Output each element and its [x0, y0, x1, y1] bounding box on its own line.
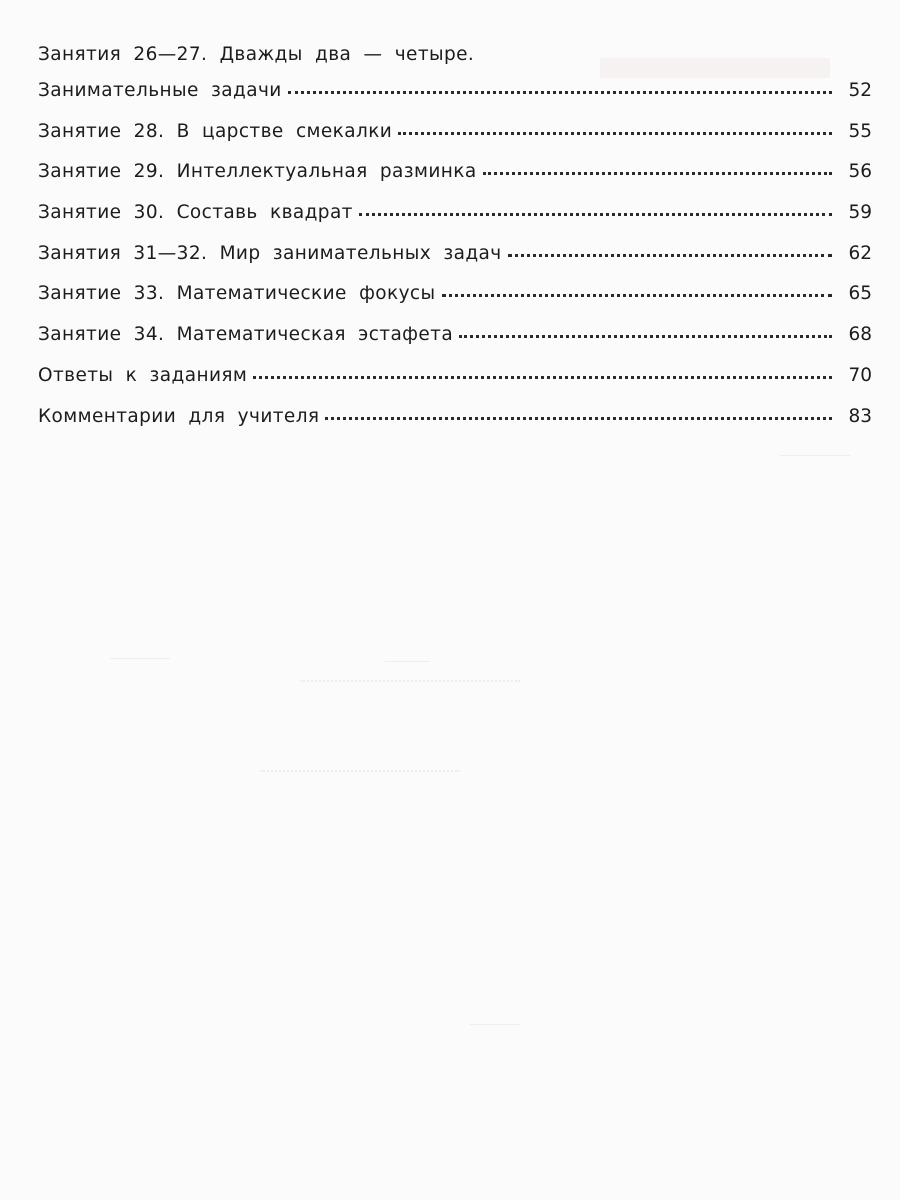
toc-entry [38, 161, 872, 202]
toc-entry [38, 324, 872, 365]
toc-entry-heading-line [38, 44, 872, 80]
toc-entry-page: 52 [848, 80, 872, 101]
toc-entry [38, 283, 872, 324]
dot-leader [508, 254, 832, 257]
dot-leader [442, 294, 832, 297]
bleed-through-line [260, 770, 460, 772]
bleed-through-line [110, 658, 170, 659]
dot-leader [359, 213, 832, 216]
dot-leader [253, 376, 832, 379]
bleed-through-line [300, 680, 520, 682]
toc-entry-title: Занятие 33. Математические фокусы [38, 283, 436, 305]
toc-entry [38, 365, 872, 406]
toc-entry-page: 68 [848, 324, 872, 346]
toc-entry-page: 65 [848, 283, 872, 305]
table-of-contents [38, 44, 872, 446]
toc-entry-title: Занимательные задачи [38, 80, 282, 101]
dot-leader [288, 91, 832, 94]
toc-entry-title: Занятие 29. Интеллектуальная разминка [38, 161, 477, 183]
toc-entry [38, 406, 872, 447]
toc-entry [38, 121, 872, 162]
bleed-through-line [780, 455, 850, 456]
toc-entry-page: 59 [848, 202, 872, 224]
dot-leader [459, 335, 832, 338]
toc-entry [38, 243, 872, 284]
toc-entry-title: Комментарии для учителя [38, 405, 320, 427]
toc-entry-page: 56 [848, 161, 872, 183]
toc-entry-title: Занятия 31—32. Мир занимательных задач [38, 242, 502, 264]
bleed-through-line [470, 1024, 520, 1025]
toc-entry [38, 80, 872, 121]
bleed-through-line [385, 661, 430, 662]
dot-leader [398, 132, 832, 135]
toc-entry-page: 62 [848, 242, 872, 264]
toc-entry-page: 55 [848, 120, 872, 142]
toc-entry-page: 83 [848, 405, 872, 427]
dot-leader [483, 172, 832, 175]
toc-entry-title: Занятие 30. Составь квадрат [38, 202, 353, 224]
toc-entry-title: Занятие 28. В царстве смекалки [38, 120, 393, 142]
dot-leader [325, 417, 832, 420]
toc-entry-title: Занятие 34. Математическая эстафета [38, 324, 454, 346]
toc-entry [38, 202, 872, 243]
toc-entry-page: 70 [848, 364, 872, 386]
toc-entry-title: Ответы к заданиям [38, 364, 248, 386]
toc-entry-title: Занятия 26—27. Дважды два — четыре. [38, 44, 475, 65]
